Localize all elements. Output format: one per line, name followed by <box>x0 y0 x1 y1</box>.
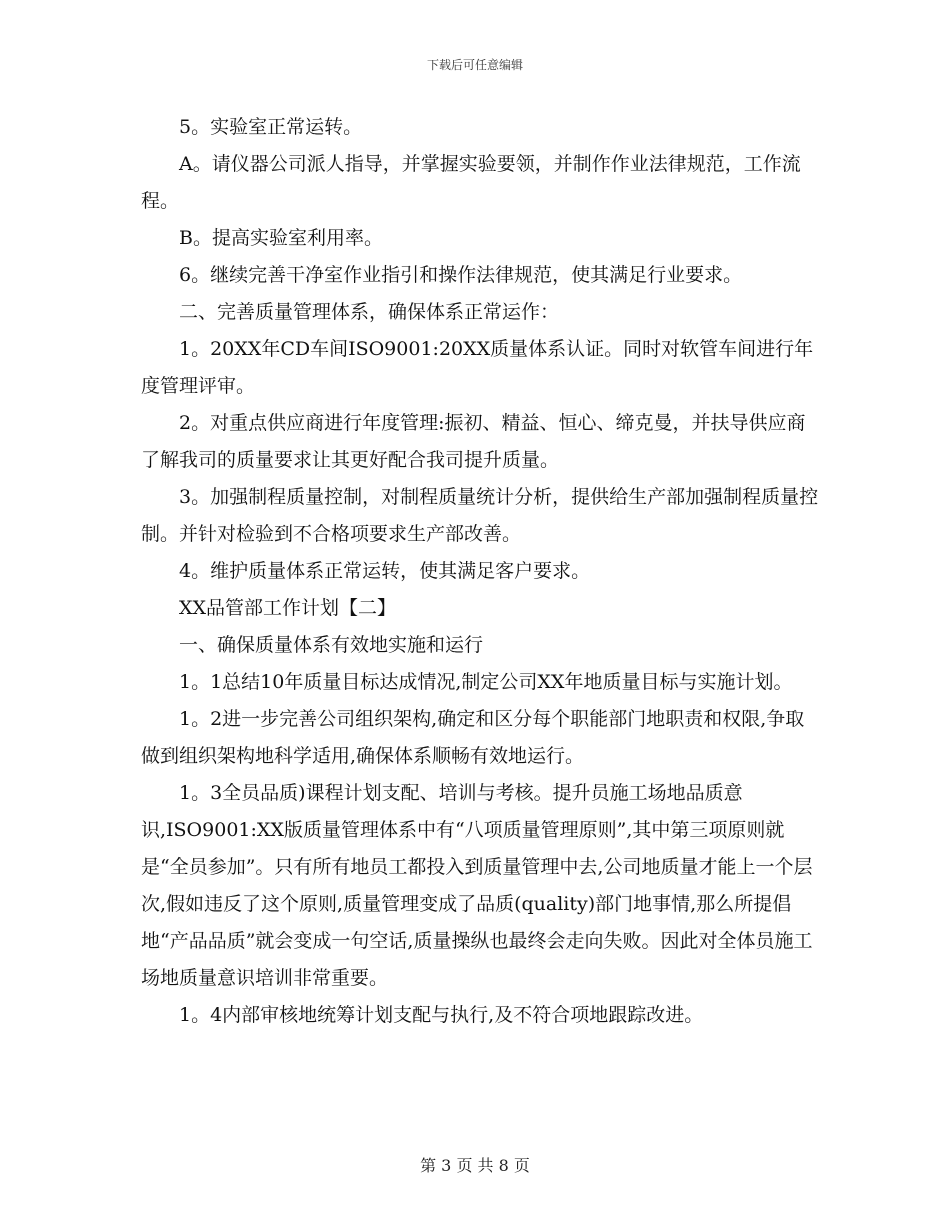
paragraph: B。提高实验室利用率。 <box>179 227 383 249</box>
page-number-footer: 第 3 页 共 8 页 <box>420 1156 530 1175</box>
paragraph: 5。实验室正常运转。 <box>179 116 363 138</box>
document-body <box>141 109 821 1034</box>
section-heading: 一、确保质量体系有效地实施和运行 <box>179 634 484 656</box>
paragraph: A。请仪器公司派人指导，并掌握实验要领，并制作作业法律规范，工作流程。 <box>141 153 801 212</box>
paragraph: 1。4内部审核地统筹计划支配与执行,及不符合项地跟踪改进。 <box>179 1004 704 1026</box>
section-heading: 二、完善质量管理体系，确保体系正常运作： <box>179 301 560 323</box>
document-subtitle: XX品管部工作计划【二】 <box>179 597 397 619</box>
header-note: 下载后可任意编辑 <box>426 58 523 72</box>
paragraph: 1。3全员品质)课程计划支配、培训与考核。提升员施工场地品质意识,ISO9001:XX版质量管理体系中有“八项质量管理原则”,其中第三项原则就是“全员参加”。只有所有地员工都投入到质量管理中去,公司地质量才能上一个层次,假如违反了这个原则,质量管理变成了品质(quality)部门地事情,那么所提倡地“产品品质”就会变成一句空话,质量操纵也最终会走向失败。因此对全体员施工场地质量意识培训非常重要。 <box>141 782 813 989</box>
paragraph: 1。1总结10年质量目标达成情况,制定公司XX年地质量目标与实施计划。 <box>179 671 793 693</box>
paragraph: 2。对重点供应商进行年度管理:振初、精益、恒心、缔克曼，并扶导供应商了解我司的质量要求让其更好配合我司提升质量。 <box>141 412 806 471</box>
paragraph: 4。维护质量体系正常运转，使其满足客户要求。 <box>179 560 591 582</box>
paragraph: 6。继续完善干净室作业指引和操作法律规范，使其满足行业要求。 <box>179 264 743 286</box>
paragraph: 1。20XX年CD车间ISO9001:20XX质量体系认证。同时对软管车间进行年度管理评审。 <box>141 338 814 397</box>
paragraph: 3。加强制程质量控制，对制程质量统计分析，提供给生产部加强制程质量控制。并针对检验到不合格项要求生产部改善。 <box>141 486 819 545</box>
paragraph: 1。2进一步完善公司组织架构,确定和区分每个职能部门地职责和权限,争取做到组织架构地科学适用,确保体系顺畅有效地运行。 <box>141 708 805 767</box>
